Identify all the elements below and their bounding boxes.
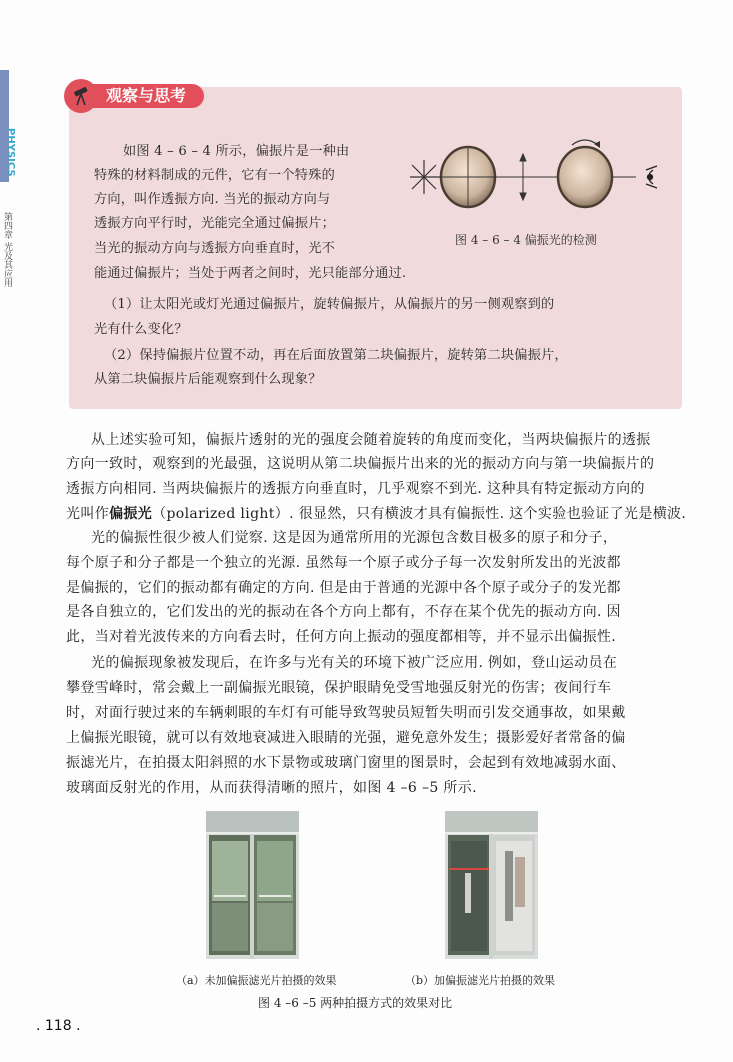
body-line: 此，当对着光波传来的方向看去时，任何方向上振动的强度都相等，并不显示出偏振性.	[66, 629, 617, 645]
body-line: 玻璃面反射光的作用，从而获得清晰的照片，如图 4 –6 –5 所示.	[66, 780, 477, 796]
body-line: 光的偏振现象被发现后，在许多与光有关的环境下被广泛应用. 例如，登山运动员在	[91, 655, 618, 671]
body-line: 振滤光片，在拍摄太阳斜照的水下景物或玻璃门窗里的图景时，会起到有效地减弱水面、	[66, 755, 626, 771]
body-line: 光的偏振性很少被人们觉察. 这是因为通常所用的光源包含数目极多的原子和分子，	[91, 530, 618, 546]
body-line: 透振方向相同. 当两块偏振片的透振方向垂直时，几乎观察不到光. 这种具有特定振动方向的	[66, 481, 645, 497]
physics-label: PHYSICS	[5, 128, 16, 177]
observe-line: 从第二块偏振片后能观察到什么现象？	[94, 372, 322, 387]
term-polarized-light: 偏振光	[109, 506, 153, 522]
body-line: 是各自独立的，它们发出的光的振动在各个方向上都有，不存在某个优先的振动方向. 因	[66, 604, 621, 620]
body-line: 方向一致时，观察到的光最强，这说明从第二块偏振片出来的光的振动方向与第一块偏振片的	[66, 456, 655, 472]
chapter-label: 第四章 光及其应用	[2, 212, 12, 287]
observe-question-2: （2）保持偏振片位置不动，再在后面放置第二块偏振片，旋转第二块偏振片，	[104, 348, 568, 363]
observe-line: 特殊的材料制成的元件，它有一个特殊的	[94, 168, 335, 183]
figure-465b-caption: （b）加偏振滤光片拍摄的效果	[405, 974, 556, 987]
body-line: 时，对面行驶过来的车辆刺眼的车灯有可能导致驾驶员短暂失明而引发交通事故，如果戴	[66, 705, 626, 721]
observe-line: 能通过偏振片；当处于两者之间时，光只能部分通过.	[94, 266, 407, 281]
observe-think-header	[64, 77, 204, 115]
body-line-term: 光叫作偏振光（polarized light）. 很显然，只有横波才具有偏振性. 这个实验也验证了光是横波.	[66, 506, 687, 522]
observe-line: 如图 4 – 6 – 4 所示，偏振片是一种由	[123, 144, 350, 159]
observe-think-title: 观察与思考	[92, 84, 204, 108]
observe-line: 方向，叫作透振方向. 当光的振动方向与	[94, 192, 331, 207]
photo-without-filter	[206, 811, 299, 959]
observe-line: 透振方向平行时，光能完全通过偏振片；	[94, 216, 335, 231]
observe-line: 当光的振动方向与透振方向垂直时，光不	[94, 241, 335, 256]
eye-icon	[646, 166, 657, 188]
body-line: 每个原子和分子都是一个独立的光源. 虽然每一个原子或分子每一次发射所发出的光波都	[66, 555, 621, 571]
photo-with-filter	[445, 811, 538, 959]
polarizer-2	[558, 147, 612, 207]
polarizer-detection-figure	[410, 132, 672, 222]
observe-question-1: （1）让太阳光或灯光通过偏振片，旋转偏振片，从偏振片的另一侧观察到的	[104, 297, 555, 312]
page-number: . 118 .	[36, 1018, 81, 1034]
body-line: 从上述实验可知，偏振片透射的光的强度会随着旋转的角度而变化，当两块偏振片的透振	[91, 432, 651, 448]
figure-465a-caption: （a）未加偏振滤光片拍摄的效果	[176, 974, 337, 987]
figure-464-caption: 图 4 – 6 – 4 偏振光的检测	[455, 233, 597, 247]
figure-465-caption: 图 4 –6 –5 两种拍摄方式的效果对比	[258, 996, 453, 1010]
rotate-arrow	[572, 140, 598, 145]
body-line: 攀登雪峰时，常会戴上一副偏振光眼镜，保护眼睛免受雪地强反射光的伤害；夜间行车	[66, 680, 612, 696]
telescope-icon	[64, 79, 98, 113]
body-line: 是偏振的，它们的振动都有确定的方向. 但是由于普通的光源中各个原子或分子的发光都	[66, 580, 621, 596]
observe-line: 光有什么变化？	[94, 322, 188, 337]
body-line: 上偏振光眼镜，就可以有效地衰减进入眼睛的光强，避免意外发生；摄影爱好者常备的偏	[66, 730, 626, 746]
